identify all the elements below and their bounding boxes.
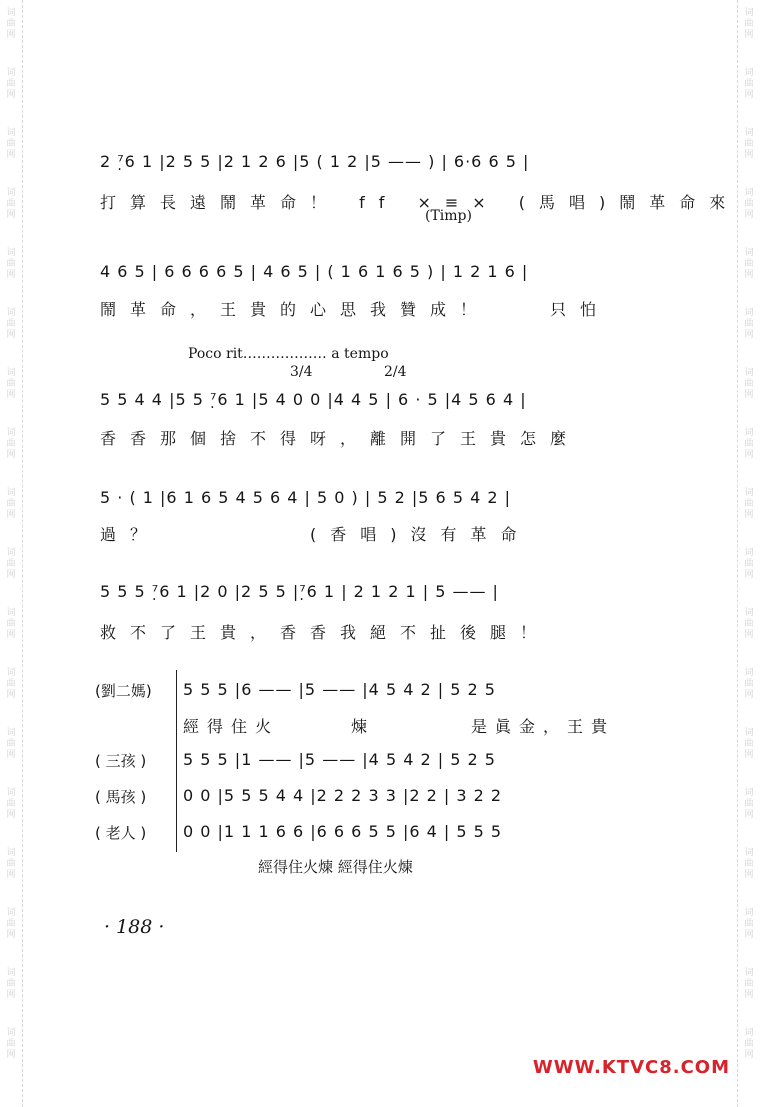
role-label: (劉二媽) [95, 682, 152, 700]
side-watermark-text: 词曲网 [744, 368, 754, 400]
ensemble-row-sanhai [95, 746, 635, 776]
side-watermark-text: 词曲网 [744, 248, 754, 280]
side-watermark-text: 词曲网 [6, 428, 16, 460]
side-watermark-text: 词曲网 [6, 788, 16, 820]
side-watermark-text: 词曲网 [744, 188, 754, 220]
side-watermark-text: 词曲网 [744, 668, 754, 700]
side-watermark-text: 词曲网 [744, 128, 754, 160]
role-notes: 0 0 |1 1 1 6 6 |6 6 6 5 5 |6 4 | 5 5 5 [183, 822, 503, 841]
score-row-3-lyrics: 香香那個捨不得呀，離開了王貴怎麼 [100, 429, 581, 448]
side-watermark-text: 词曲网 [744, 308, 754, 340]
ensemble-bottom-lyric: 經得住火煉 經得住火煉 [258, 858, 413, 876]
ensemble-row-liu-lyrics [95, 710, 635, 740]
side-watermark-text: 词曲网 [6, 188, 16, 220]
side-watermark-text: 词曲网 [6, 548, 16, 580]
side-watermark-text: 词曲网 [744, 788, 754, 820]
side-watermark-text: 词曲网 [6, 668, 16, 700]
page-number: · 188 · [104, 916, 165, 938]
score-row-5-lyrics: 救不了王貴，香香我絕不扯後腿！ [100, 623, 551, 642]
side-watermark-text: 词曲网 [744, 848, 754, 880]
side-watermark-text: 词曲网 [744, 908, 754, 940]
tempo-marking: Poco rit……………… a tempo [188, 346, 389, 362]
side-watermark-text: 词曲网 [744, 608, 754, 640]
timpani-label: (Timp) [425, 208, 472, 224]
side-watermark-text: 词曲网 [6, 368, 16, 400]
side-watermark-text: 词曲网 [6, 728, 16, 760]
side-watermark-text: 词曲网 [744, 8, 754, 40]
role-label: ( 馬孩 ) [95, 788, 147, 806]
side-watermark-text: 词曲网 [744, 68, 754, 100]
role-label: ( 三孩 ) [95, 752, 147, 770]
meter-3-4: 3/4 [290, 364, 313, 380]
side-watermark-text: 词曲网 [744, 488, 754, 520]
side-watermark-text: 词曲网 [6, 248, 16, 280]
side-watermark-text: 词曲网 [6, 1028, 16, 1060]
side-watermark-text: 词曲网 [6, 128, 16, 160]
side-watermark-text: 词曲网 [6, 68, 16, 100]
role-notes: 5 5 5 |1 —— |5 —— |4 5 4 2 | 5 2 5 [183, 750, 496, 769]
side-watermark-text: 词曲网 [744, 548, 754, 580]
ensemble-row-laoren [95, 818, 635, 848]
score-row-2-notes: 4 6 5 | 6 6 6 6 5 | 4 6 5 | ( 1 6 1 6 5 ) | 1 2 1 6 | [100, 262, 529, 281]
side-watermark-text: 词曲网 [6, 8, 16, 40]
side-watermark-text: 词曲网 [744, 728, 754, 760]
site-watermark: WWW.KTVC8.COM [532, 1057, 730, 1078]
score-row-1-notes: 2 ⁷̣6 1 |2 5 5 |2 1 2 6 |5 ( 1 2 |5 —— ) | 6·6 6 5 | [100, 152, 530, 171]
ensemble-row-liu [95, 676, 635, 706]
side-watermark-text: 词曲网 [6, 968, 16, 1000]
score-row-1-lyrics: 打算長遠鬧革命！ ff ×≡× (馬唱)鬧革命來 [100, 193, 740, 212]
score-row-2-lyrics: 鬧革命，王貴的心思我贊成！ 只怕 [100, 300, 611, 319]
meter-2-4: 2/4 [384, 364, 407, 380]
side-watermark-text: 词曲网 [744, 428, 754, 460]
role-label: ( 老人 ) [95, 824, 147, 842]
side-watermark-text: 词曲网 [6, 308, 16, 340]
side-watermark-text: 词曲网 [6, 848, 16, 880]
side-watermark-text: 词曲网 [744, 1028, 754, 1060]
role-notes: 5 5 5 |6 —— |5 —— |4 5 4 2 | 5 2 5 [183, 680, 496, 699]
score-row-4-lyrics: 過？ (香唱)沒有革命 [100, 525, 531, 544]
side-watermark-text: 词曲网 [6, 488, 16, 520]
role-notes: 經得住火 煉 是眞金，王貴 [183, 717, 616, 736]
right-watermark-strip [737, 0, 760, 1107]
side-watermark-text: 词曲网 [6, 908, 16, 940]
score-row-5-notes: 5 5 5 ⁷̣6 1 |2 0 |2 5 5 |⁷̣6 1 | 2 1 2 1 | 5 —— | [100, 582, 499, 601]
side-watermark-text: 词曲网 [6, 608, 16, 640]
score-row-3-notes: 5 5 4 4 |5 5 ⁷̣6 1 |5 4 0 0 |4 4 5 | 6 · 5 |4 5 6 4 | [100, 390, 527, 409]
left-watermark-strip [0, 0, 23, 1107]
role-notes: 0 0 |5 5 5 4 4 |2 2 2 3 3 |2 2 | 3 2 2 [183, 786, 503, 805]
side-watermark-text: 词曲网 [744, 968, 754, 1000]
score-row-4-notes: 5 · ( 1 |6 1 6 5 4 5 6 4 | 5 0 ) | 5 2 |5 6 5 4 2 | [100, 488, 511, 507]
ensemble-row-mahai [95, 782, 635, 812]
